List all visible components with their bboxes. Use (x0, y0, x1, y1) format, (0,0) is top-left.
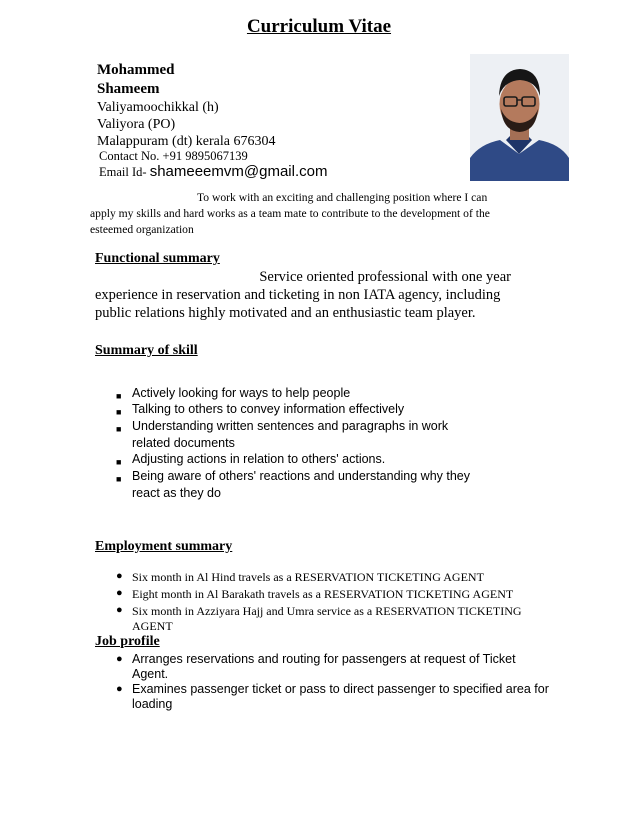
bullet-icon: ● (116, 587, 123, 599)
functional-summary-text (95, 268, 515, 322)
email-address: shameeemvm@gmail.com (149, 163, 328, 180)
name-last: Shameem (97, 81, 160, 97)
email-row (99, 163, 327, 180)
address-line-2: Valiyora (PO) (97, 117, 176, 132)
employment-item: Six month in Al Hind travels as a RESERVATION TICKETING AGENT (132, 570, 484, 584)
address-line-1: Valiyamoochikkal (h) (97, 100, 219, 115)
job-profile-item: Examines passenger ticket or pass to direct passenger to specified area for (132, 682, 549, 696)
email-label: Email Id- (99, 165, 147, 179)
objective-line-1: To work with an exciting and challenging position where I can (197, 191, 488, 204)
profile-photo (470, 54, 569, 181)
skill-item-continued: react as they do (132, 486, 221, 500)
bullet-icon: ■ (116, 474, 122, 484)
bullet-icon: ■ (116, 457, 122, 467)
objective-line-3: esteemed organization (90, 223, 194, 236)
bullet-icon: ● (116, 604, 123, 616)
employment-item: Eight month in Al Barakath travels as a RESERVATION TICKETING AGENT (132, 587, 514, 601)
functional-summary-line-1: Service oriented professional with one year (259, 269, 511, 285)
skill-item: Talking to others to convey information effectively (132, 402, 405, 416)
bullet-icon: ● (116, 653, 123, 665)
skill-item: Being aware of others' reactions and understanding why they (132, 469, 471, 483)
skills-heading: Summary of skill (95, 343, 198, 358)
bullet-icon: ■ (116, 424, 122, 434)
job-profile-item-continued: Agent. (132, 667, 169, 681)
name-first: Mohammed (97, 62, 175, 78)
objective-line-2: apply my skills and hard works as a team mate to contribute to the development of the (90, 207, 490, 220)
job-profile-item-continued: loading (132, 697, 173, 711)
skill-item-continued: related documents (132, 436, 235, 450)
contact-number: Contact No. +91 9895067139 (99, 149, 248, 163)
bullet-icon: ● (116, 570, 123, 582)
skill-item: Adjusting actions in relation to others' actions. (132, 452, 386, 466)
skill-item: Actively looking for ways to help people (132, 386, 351, 400)
address-line-3: Malappuram (dt) kerala 676304 (97, 134, 276, 149)
functional-summary-heading: Functional summary (95, 251, 220, 266)
career-objective (90, 190, 525, 238)
bullet-icon: ■ (116, 391, 122, 401)
functional-summary-line-2: experience in reservation and ticketing in non IATA agency, including (95, 287, 501, 303)
document-title: Curriculum Vitae (246, 16, 392, 37)
functional-summary-line-3: public relations highly motivated and an enthusiastic team player. (95, 305, 476, 321)
skill-item: Understanding written sentences and paragraphs in work (132, 419, 449, 433)
employment-item: Six month in Azziyara Hajj and Umra service as a RESERVATION TICKETING (132, 604, 522, 618)
job-profile-heading: Job profile (95, 634, 160, 649)
bullet-icon: ● (116, 683, 123, 695)
employment-heading: Employment summary (95, 539, 233, 554)
job-profile-item: Arranges reservations and routing for passengers at request of Ticket (132, 652, 516, 666)
bullet-icon: ■ (116, 407, 122, 417)
employment-item-continued: AGENT (132, 619, 173, 633)
